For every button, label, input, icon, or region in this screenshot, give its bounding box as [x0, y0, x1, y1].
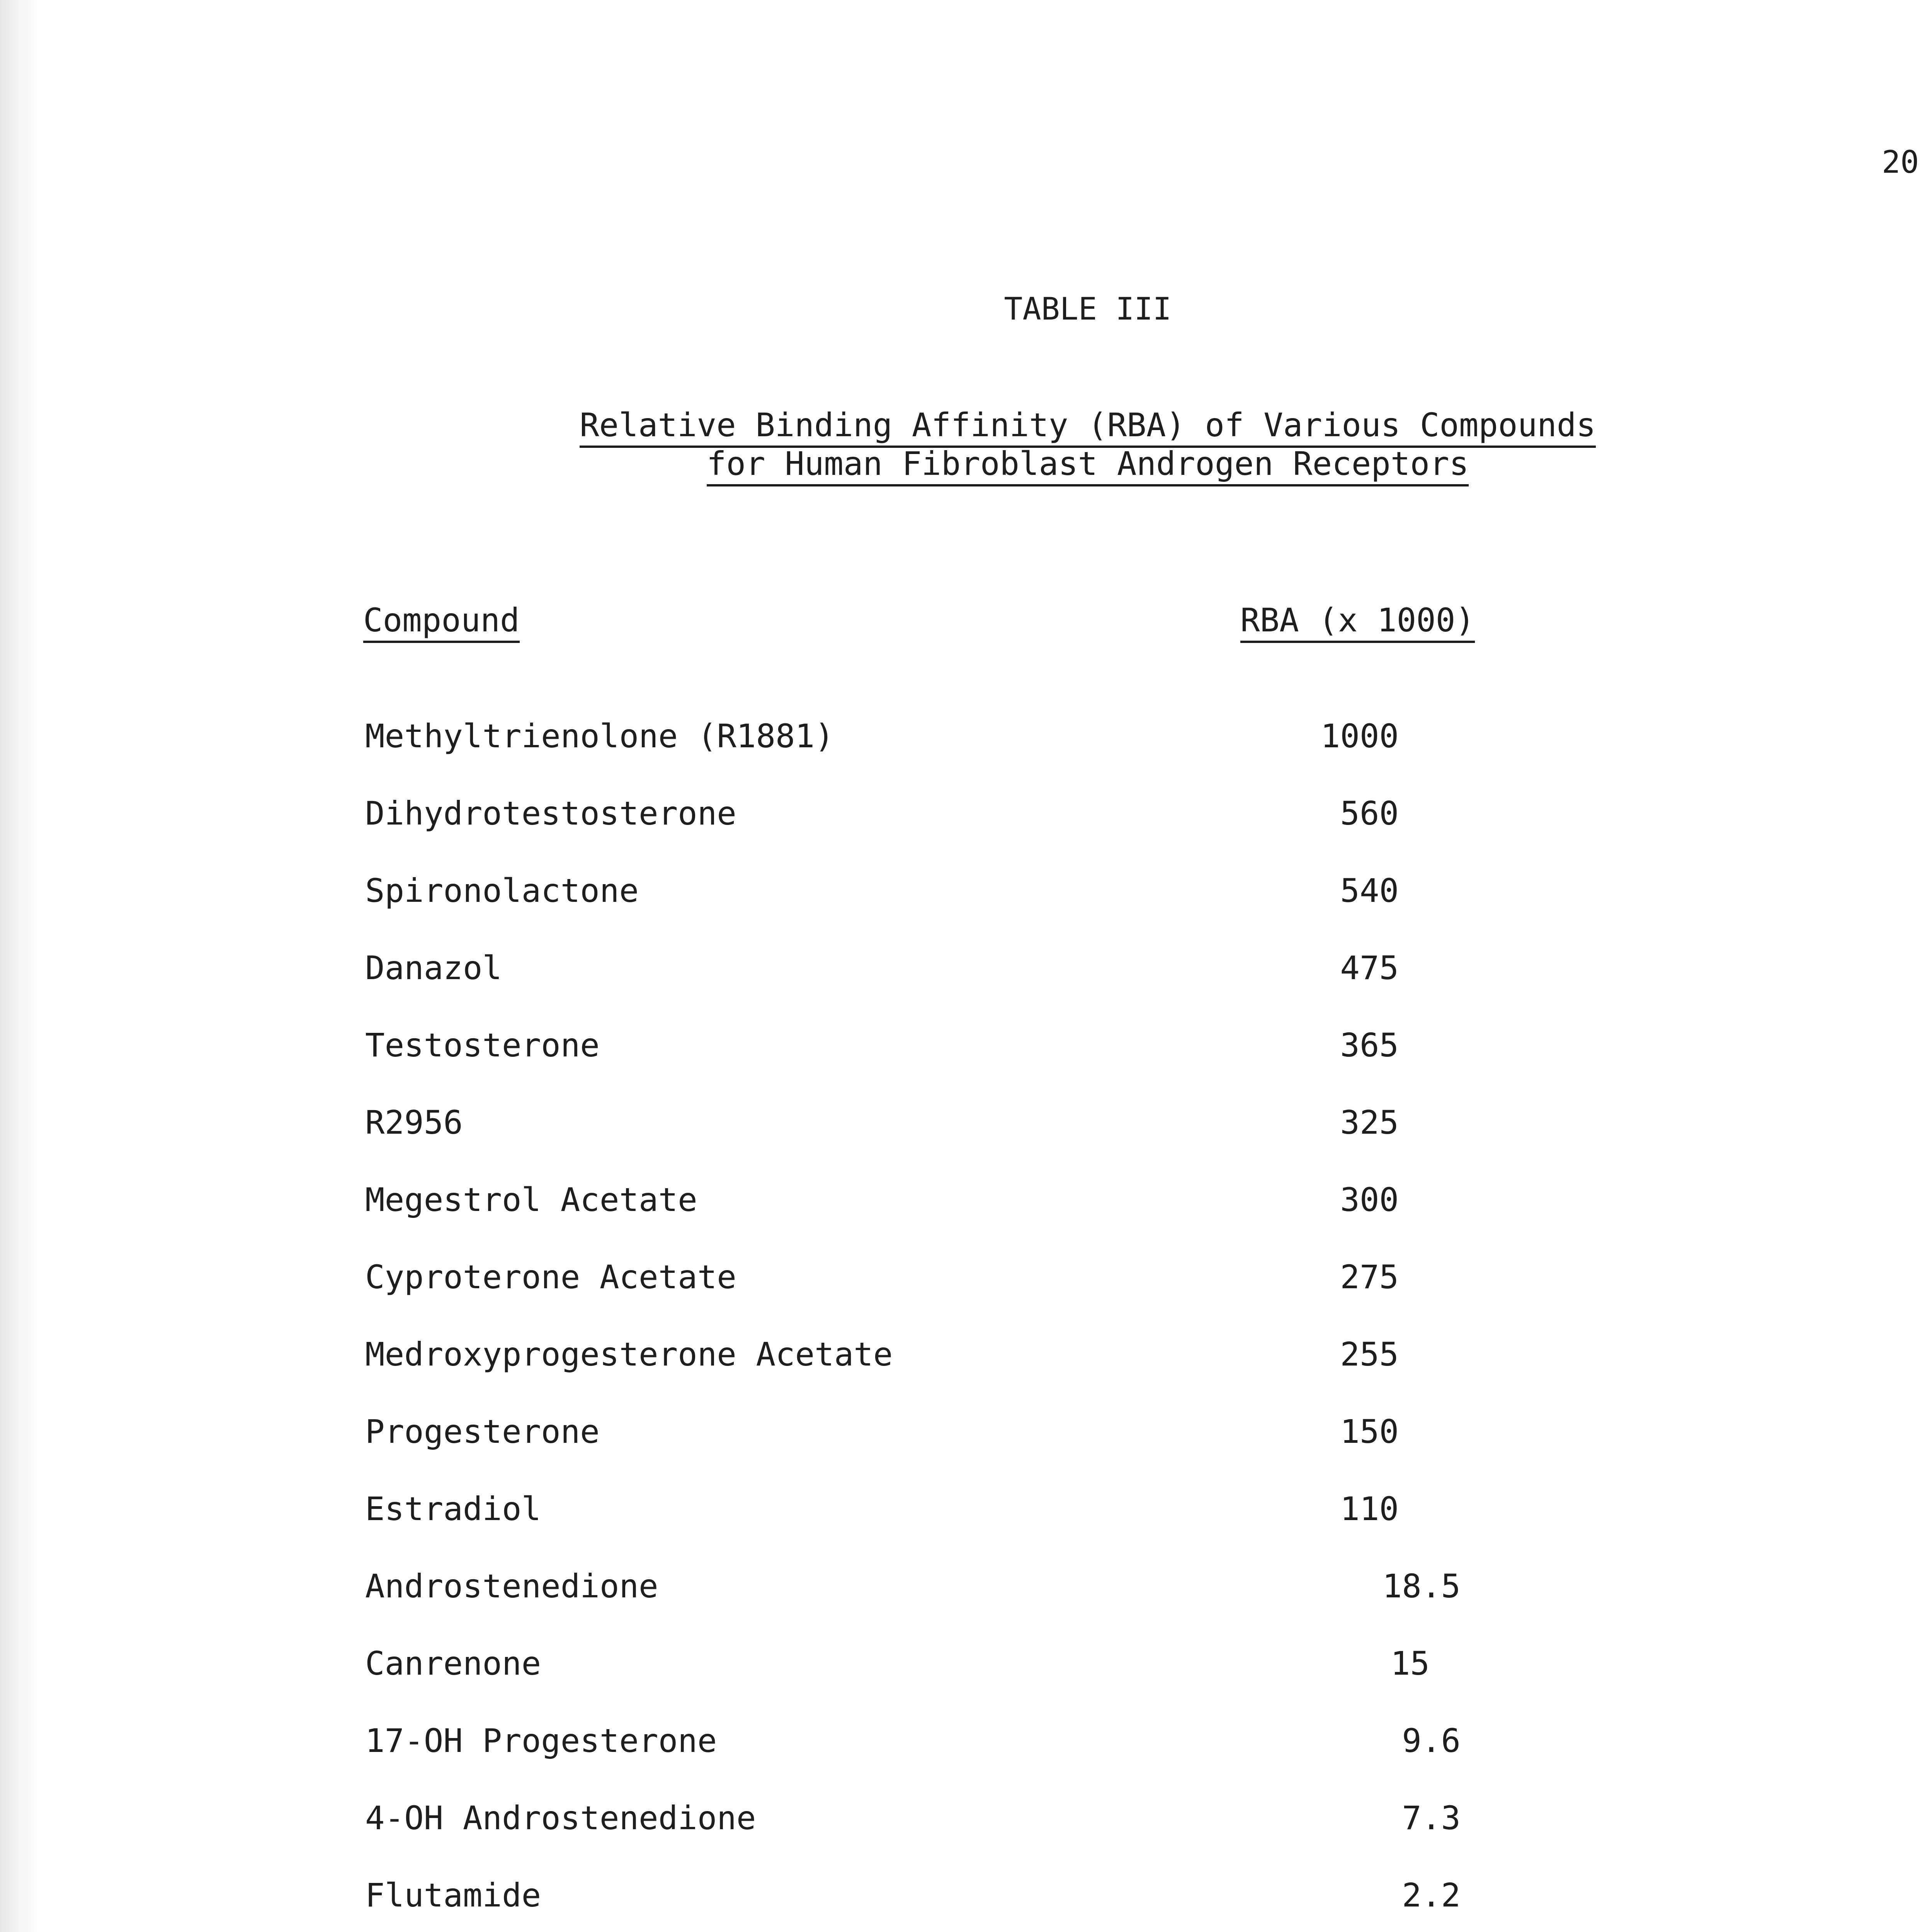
column-header-rba: [1240, 601, 1475, 639]
compound-cell: Megestrol Acetate: [365, 1181, 697, 1219]
column-header-rba-text: RBA (x 1000): [1240, 601, 1475, 643]
rba-cell: 475: [1340, 949, 1399, 987]
compound-cell: Androstenedione: [365, 1567, 658, 1605]
table-body: [0, 717, 1932, 1932]
table-row: [0, 1180, 1932, 1258]
compound-cell: Canrenone: [365, 1645, 541, 1682]
table-row: [0, 1335, 1932, 1412]
compound-cell: Estradiol: [365, 1490, 541, 1528]
table-caption-line-2: [0, 444, 1932, 483]
table-row: [0, 949, 1932, 1026]
compound-cell: R2956: [365, 1104, 463, 1141]
table-row: [0, 1412, 1932, 1490]
compound-cell: Medroxyprogesterone Acetate: [365, 1335, 893, 1373]
table-row: [0, 1799, 1932, 1876]
rba-cell: 560: [1340, 794, 1399, 832]
table-row: [0, 1644, 1932, 1721]
rba-cell: 2.2: [1402, 1876, 1461, 1914]
table-row: [0, 794, 1932, 871]
column-header-compound: [363, 601, 520, 639]
rba-cell: 9.6: [1402, 1722, 1461, 1760]
rba-cell: 110: [1340, 1490, 1399, 1528]
table-row: [0, 1721, 1932, 1799]
table-row: [0, 1258, 1932, 1335]
compound-cell: 17-OH Progesterone: [365, 1722, 717, 1760]
page-number: 20: [1882, 144, 1919, 180]
compound-cell: Cyproterone Acetate: [365, 1258, 736, 1296]
rba-cell: 15: [1390, 1645, 1430, 1682]
compound-cell: Danazol: [365, 949, 502, 987]
rba-cell: 540: [1340, 872, 1399, 910]
rba-cell: 150: [1340, 1413, 1399, 1451]
table-caption-line-1-text: Relative Binding Affinity (RBA) of Various Compounds: [580, 406, 1596, 448]
rba-cell: 275: [1340, 1258, 1399, 1296]
table-row: [0, 1567, 1932, 1644]
table-row: [0, 717, 1932, 794]
compound-cell: 4-OH Androstenedione: [365, 1799, 756, 1837]
rba-cell: 7.3: [1402, 1799, 1461, 1837]
rba-cell: 18.5: [1382, 1567, 1461, 1605]
compound-cell: Spironolactone: [365, 872, 639, 910]
table-caption-line-1: [0, 406, 1932, 444]
table-row: [0, 1103, 1932, 1180]
table-label: TABLE III: [1004, 291, 1172, 327]
table-row: [0, 1026, 1932, 1103]
rba-cell: 255: [1340, 1335, 1399, 1373]
compound-cell: Progesterone: [365, 1413, 600, 1451]
rba-cell: 1000: [1320, 717, 1399, 755]
compound-cell: Testosterone: [365, 1026, 600, 1064]
table-caption-line-2-text: for Human Fibroblast Androgen Receptors: [707, 445, 1469, 486]
rba-cell: 365: [1340, 1026, 1399, 1064]
compound-cell: Flutamide: [365, 1876, 541, 1914]
rba-cell: 325: [1340, 1104, 1399, 1141]
table-row: [0, 1876, 1932, 1932]
column-header-compound-text: Compound: [363, 601, 520, 643]
table-row: [0, 871, 1932, 949]
compound-cell: Methyltrienolone (R1881): [365, 717, 834, 755]
compound-cell: Dihydrotestosterone: [365, 794, 736, 832]
table-row: [0, 1490, 1932, 1567]
rba-cell: 300: [1340, 1181, 1399, 1219]
